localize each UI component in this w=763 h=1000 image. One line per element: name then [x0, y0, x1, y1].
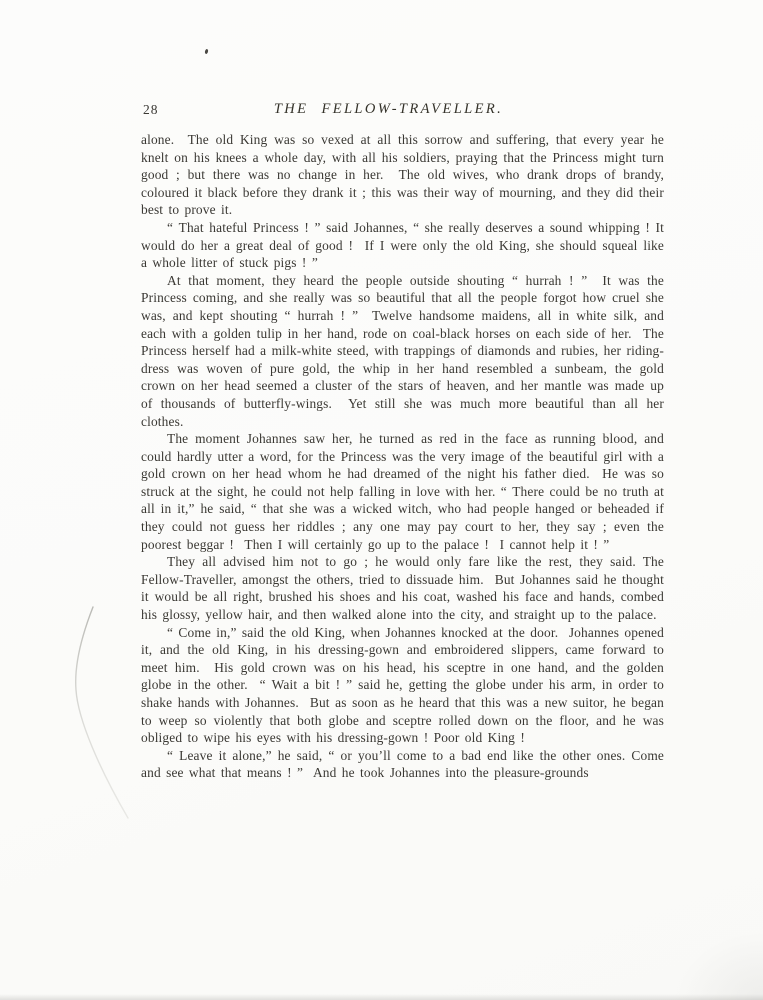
- paragraph: At that moment, they heard the people outside shouting “ hurrah ! ” It was the Princess coming, and she really was so beautiful that all the people forgot how cruel she was, and kept shouting “ hurrah ! ” Twelve handsome maidens, all in white silk, and each with a golden tulip in her hand, rode on coal-black horses on each side of her. The Princess herself had a milk-white steed, with trappings of diamonds and rubies, her riding-dress was woven of pure gold, the whip in her hand resembled a sunbeam, the gold crown on her head seemed a cluster of the stars of heaven, and her mantle was made up of thousands of butterfly-wings. Yet still she was much more beautiful than all her clothes.: [141, 272, 664, 429]
- page-number: 28: [143, 102, 159, 117]
- paragraph: alone. The old King was so vexed at all this sorrow and suffering, that every year he knelt on his knees a whole day, with all his soldiers, praying that the Princess might turn good ; but there was no change in her. The old wives, who drank drops of brandy, coloured it black before they drank it ; this was their way of mourning, and they did their best to prove it.: [141, 132, 664, 218]
- running-title: THE FELLOW-TRAVELLER.: [273, 101, 504, 117]
- paragraph: “ Come in,” said the old King, when Johannes knocked at the door. Johannes opened it, and the old King, in his dressing-gown and embroidered slippers, came forward to meet him. His gold crown was on his head, his sceptre in one hand, and the golden globe in the other. “ Wait a bit ! ” said he, getting the globe under his arm, in order to shake hands with Johannes. But as soon as he heard that this was a new suitor, he began to weep so violently that both globe and sceptre rolled down on the floor, and he was obliged to wipe his eyes with his dressing-gown ! Poor old King !: [141, 624, 664, 746]
- text-block: [141, 131, 664, 782]
- page-edge-shadow: [0, 994, 763, 1000]
- pencil-mark: [60, 595, 150, 835]
- paragraph: “ That hateful Princess ! ” said Johannes, “ she really deserves a sound whipping ! It would do her a great deal of good ! If I were only the old King, she should squeal like a whole litter of stuck pigs ! ”: [141, 219, 664, 271]
- ink-speck: [204, 49, 208, 55]
- paragraph: “ Leave it alone,” he said, “ or you’ll come to a bad end like the other ones. Come and see what that means ! ” And he took Johannes into the pleasure-grounds: [141, 747, 664, 781]
- corner-shade: [673, 930, 763, 1000]
- paragraph: The moment Johannes saw her, he turned as red in the face as running blood, and could hardly utter a word, for the Princess was the very image of the beautiful girl with a gold crown on her head whom he had dreamed of the night his father died. He was so struck at the sight, he could not help falling in love with her. “ There could be no truth at all in it,” he said, “ that she was a wicked witch, who had people hanged or beheaded if they could not guess her riddles ; any one may pay court to her, they say ; even the poorest beggar ! Then I will certainly go up to the palace ! I cannot help it ! ”: [141, 431, 664, 552]
- paragraph: They all advised him not to go ; he would only fare like the rest, they said. The Fellow-Traveller, amongst the others, tried to dissuade him. But Johannes said he thought it would be all right, brushed his shoes and his coat, washed his face and hands, combed his glossy, yellow hair, and then walked alone into the city, and straight up to the palace.: [141, 554, 664, 623]
